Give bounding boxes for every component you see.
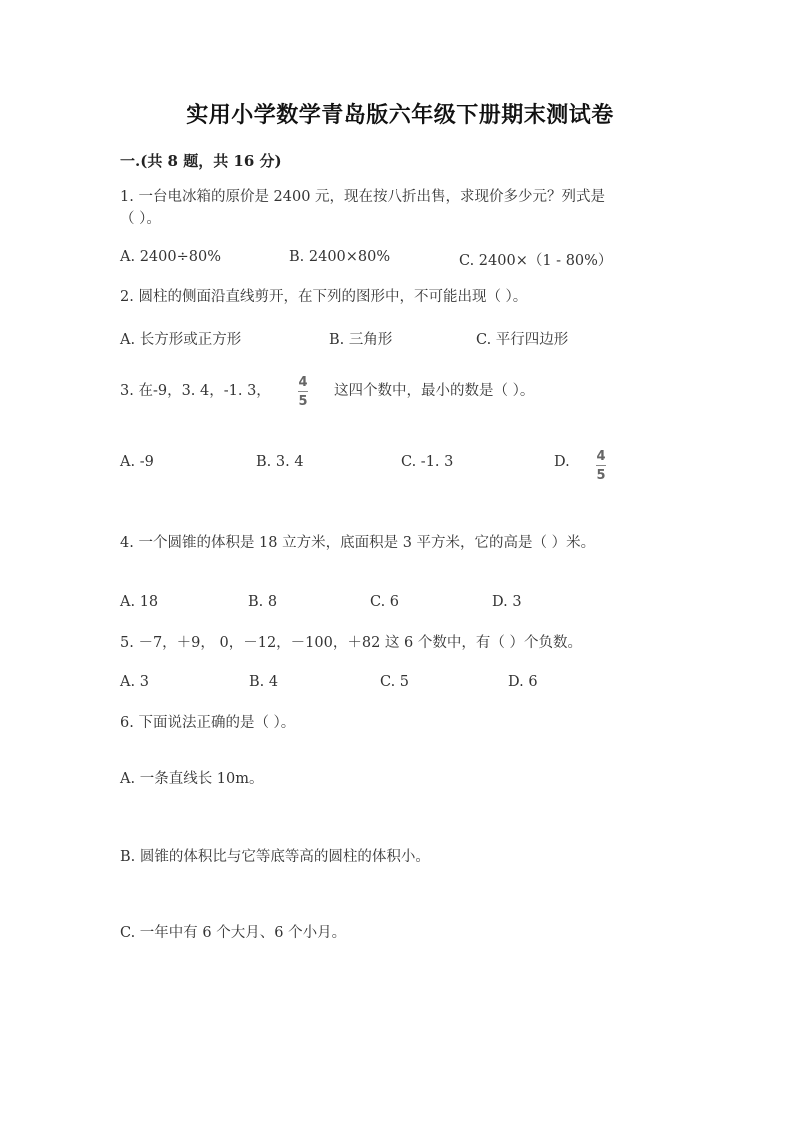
question-6-option-c[interactable]: C. 一年中有 6 个大月、6 个小月。 xyxy=(120,925,347,941)
question-4-option-a[interactable]: A. 18 xyxy=(120,594,159,610)
fraction-denominator: 5 xyxy=(298,394,308,409)
question-6-stem: 6. 下面说法正确的是（ ）。 xyxy=(120,715,296,731)
question-2-option-a[interactable]: A. 长方形或正方形 xyxy=(120,332,242,348)
question-4-option-b[interactable]: B. 8 xyxy=(248,594,278,610)
question-3-option-c[interactable]: C. -1. 3 xyxy=(401,454,454,470)
fraction-bar xyxy=(596,465,606,466)
question-2-option-c[interactable]: C. 平行四边形 xyxy=(476,332,569,348)
question-5-option-a[interactable]: A. 3 xyxy=(120,674,149,690)
question-3-stem-prefix: 3. 在-9，3. 4，-1. 3， xyxy=(120,383,271,399)
question-1-option-a[interactable]: A. 2400÷80% xyxy=(120,249,221,265)
question-5-option-d[interactable]: D. 6 xyxy=(508,674,538,690)
question-6-option-b[interactable]: B. 圆锥的体积比与它等底等高的圆柱的体积小。 xyxy=(120,849,430,865)
fraction-denominator: 5 xyxy=(596,468,606,483)
question-4-option-d[interactable]: D. 3 xyxy=(492,594,522,610)
question-1-option-b[interactable]: B. 2400×80% xyxy=(289,249,391,265)
question-4-option-c[interactable]: C. 6 xyxy=(370,594,400,610)
fraction-numerator: 4 xyxy=(298,375,308,390)
page-title: 实用小学数学青岛版六年级下册期末测试卷 xyxy=(186,102,614,128)
question-2-option-b[interactable]: B. 三角形 xyxy=(329,332,393,348)
question-5-stem: 5. －7，＋9， 0，－12，－100，＋82 这 6 个数中，有（ ）个负数。 xyxy=(120,635,582,651)
question-1-option-c[interactable]: C. 2400×（1 - 80%） xyxy=(459,253,613,269)
question-1-stem-line1: 1. 一台电冰箱的原价是 2400 元，现在按八折出售，求现价多少元？列式是 xyxy=(120,189,606,205)
question-4-stem: 4. 一个圆锥的体积是 18 立方米，底面积是 3 平方米，它的高是（ ）米。 xyxy=(120,535,596,551)
fraction-four-fifths-option-d xyxy=(596,449,606,483)
question-3-option-a[interactable]: A. -9 xyxy=(120,454,154,470)
fraction-four-fifths xyxy=(298,375,308,409)
section-heading: 一.(共 8 题，共 16 分) xyxy=(120,152,282,170)
fraction-bar xyxy=(298,391,308,392)
question-2-stem: 2. 圆柱的侧面沿直线剪开，在下列的图形中，不可能出现（ ）。 xyxy=(120,289,528,305)
question-6-option-a[interactable]: A. 一条直线长 10m。 xyxy=(120,771,264,787)
question-3-option-b[interactable]: B. 3. 4 xyxy=(256,454,304,470)
question-3-option-d[interactable]: D. xyxy=(554,454,570,470)
question-3-stem-suffix: 这四个数中，最小的数是（ ）。 xyxy=(334,383,535,399)
question-5-option-c[interactable]: C. 5 xyxy=(380,674,410,690)
fraction-numerator: 4 xyxy=(596,449,606,464)
question-5-option-b[interactable]: B. 4 xyxy=(249,674,279,690)
question-1-stem-line2: （ ）。 xyxy=(120,211,161,227)
